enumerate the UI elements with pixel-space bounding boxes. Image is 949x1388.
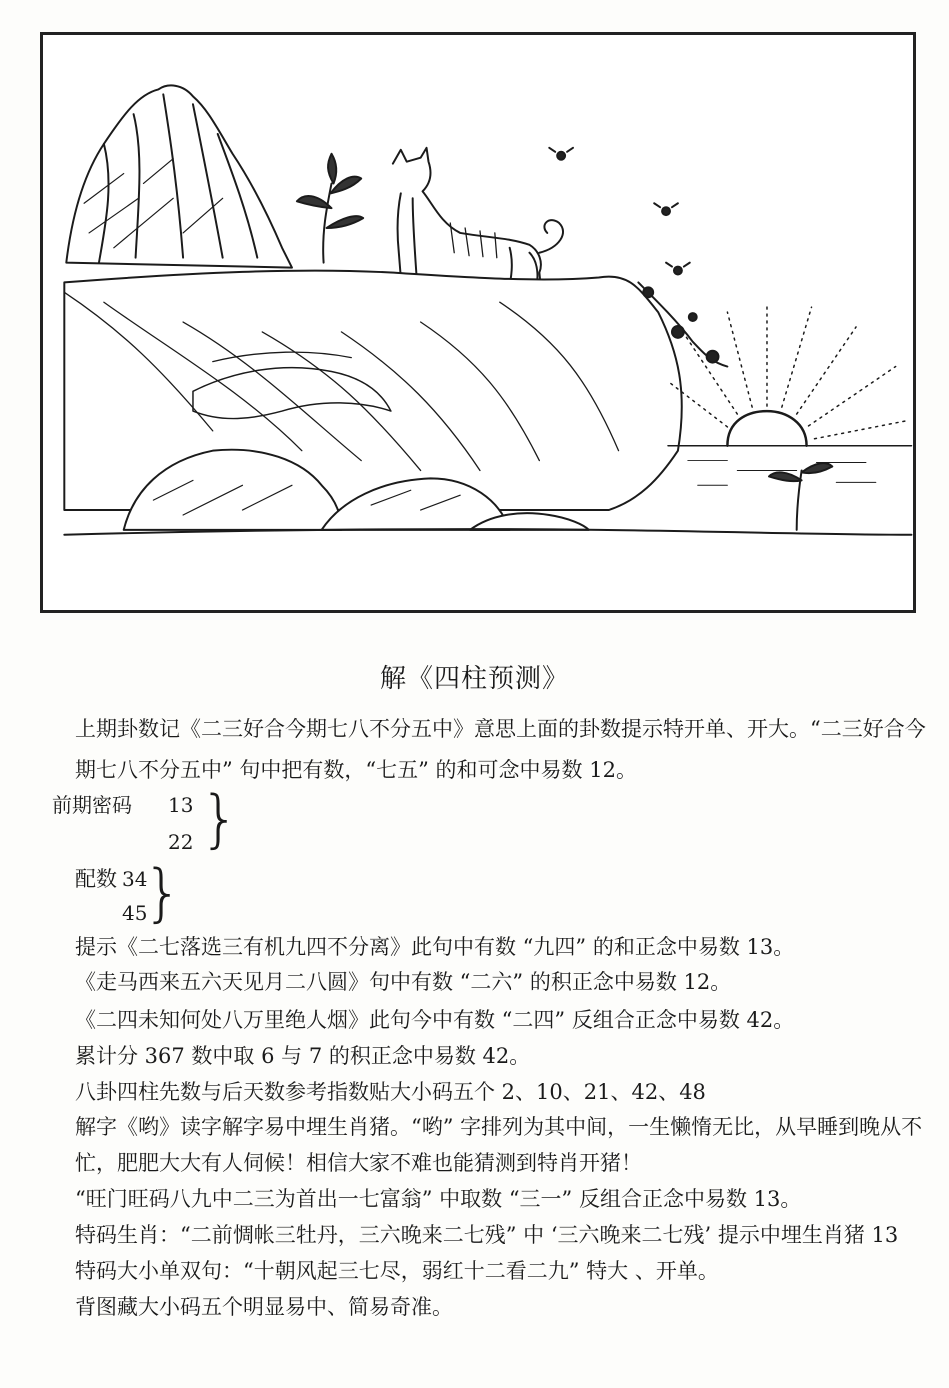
intro-line-1: 上期卦数记《二三好合今期七八不分五中》意思上面的卦数提示特开单、开大。“二三好合今: [75, 717, 926, 741]
prev-code-brace: }: [200, 782, 240, 855]
prev-code-value-1: 13: [168, 793, 194, 817]
prev-code-value-2: 22: [168, 830, 194, 854]
hint-line-8: 特码生肖：“二前惆帐三牡丹，三六晚来二七残” 中 ‘三六晚来二七残’ 提示中埋生肖猪 13: [75, 1223, 899, 1247]
hint-line-6b: 忙，肥肥大大有人伺候！相信大家不难也能猜测到特肖开猪！: [75, 1151, 642, 1175]
insects: [549, 148, 690, 275]
hint-line-4: 累计分 367 数中取 6 与 7 的积正念中易数 42。: [75, 1044, 531, 1068]
right-plant: [769, 463, 832, 530]
prev-code-label: 前期密码: [52, 793, 132, 817]
hint-line-9: 特码大小单双句：“十朝风起三七尽，弱红十二看二九” 特大 、开单。: [75, 1259, 719, 1283]
pair-value-2: 45: [122, 901, 148, 925]
intro-line-2: 期七八不分五中” 句中把有数，“七五” 的和可念中易数 12。: [75, 758, 637, 782]
hint-line-10: 背图藏大小码五个明显易中、简易奇准。: [75, 1295, 453, 1319]
setting-sun: [668, 302, 906, 446]
pair-label: 配数: [75, 867, 117, 891]
hint-line-5: 八卦四柱先数与后天数参考指数贴大小码五个 2、10、21、42、48: [75, 1080, 706, 1104]
left-rock: [66, 85, 292, 267]
hint-line-6a: 解字《哟》读字解字易中埋生肖猪。“哟” 字排列为其中间，一生懒惰无比，从早睡到晚从不: [75, 1115, 923, 1139]
page-title: 解《四柱预测》: [379, 664, 569, 694]
landscape-illustration: [40, 32, 916, 613]
hint-line-7: “旺门旺码八九中二三为首出一七富翁” 中取数 “三一” 反组合正念中易数 13。: [75, 1187, 802, 1211]
fox-figure: [393, 148, 563, 294]
sprout: [297, 154, 363, 263]
hint-line-2: 《走马西来五六天见月二八圆》句中有数 “二六” 的积正念中易数 12。: [75, 970, 732, 994]
pair-value-1: 34: [122, 867, 148, 891]
pair-brace: }: [143, 856, 183, 929]
main-rock: [64, 271, 681, 510]
hint-line-3: 《二四未知何处八万里绝人烟》此句今中有数 “二四” 反组合正念中易数 42。: [75, 1008, 795, 1032]
hint-line-1: 提示《二七落选三有机九四不分离》此句中有数 “九四” 的和正念中易数 13。: [75, 935, 795, 959]
